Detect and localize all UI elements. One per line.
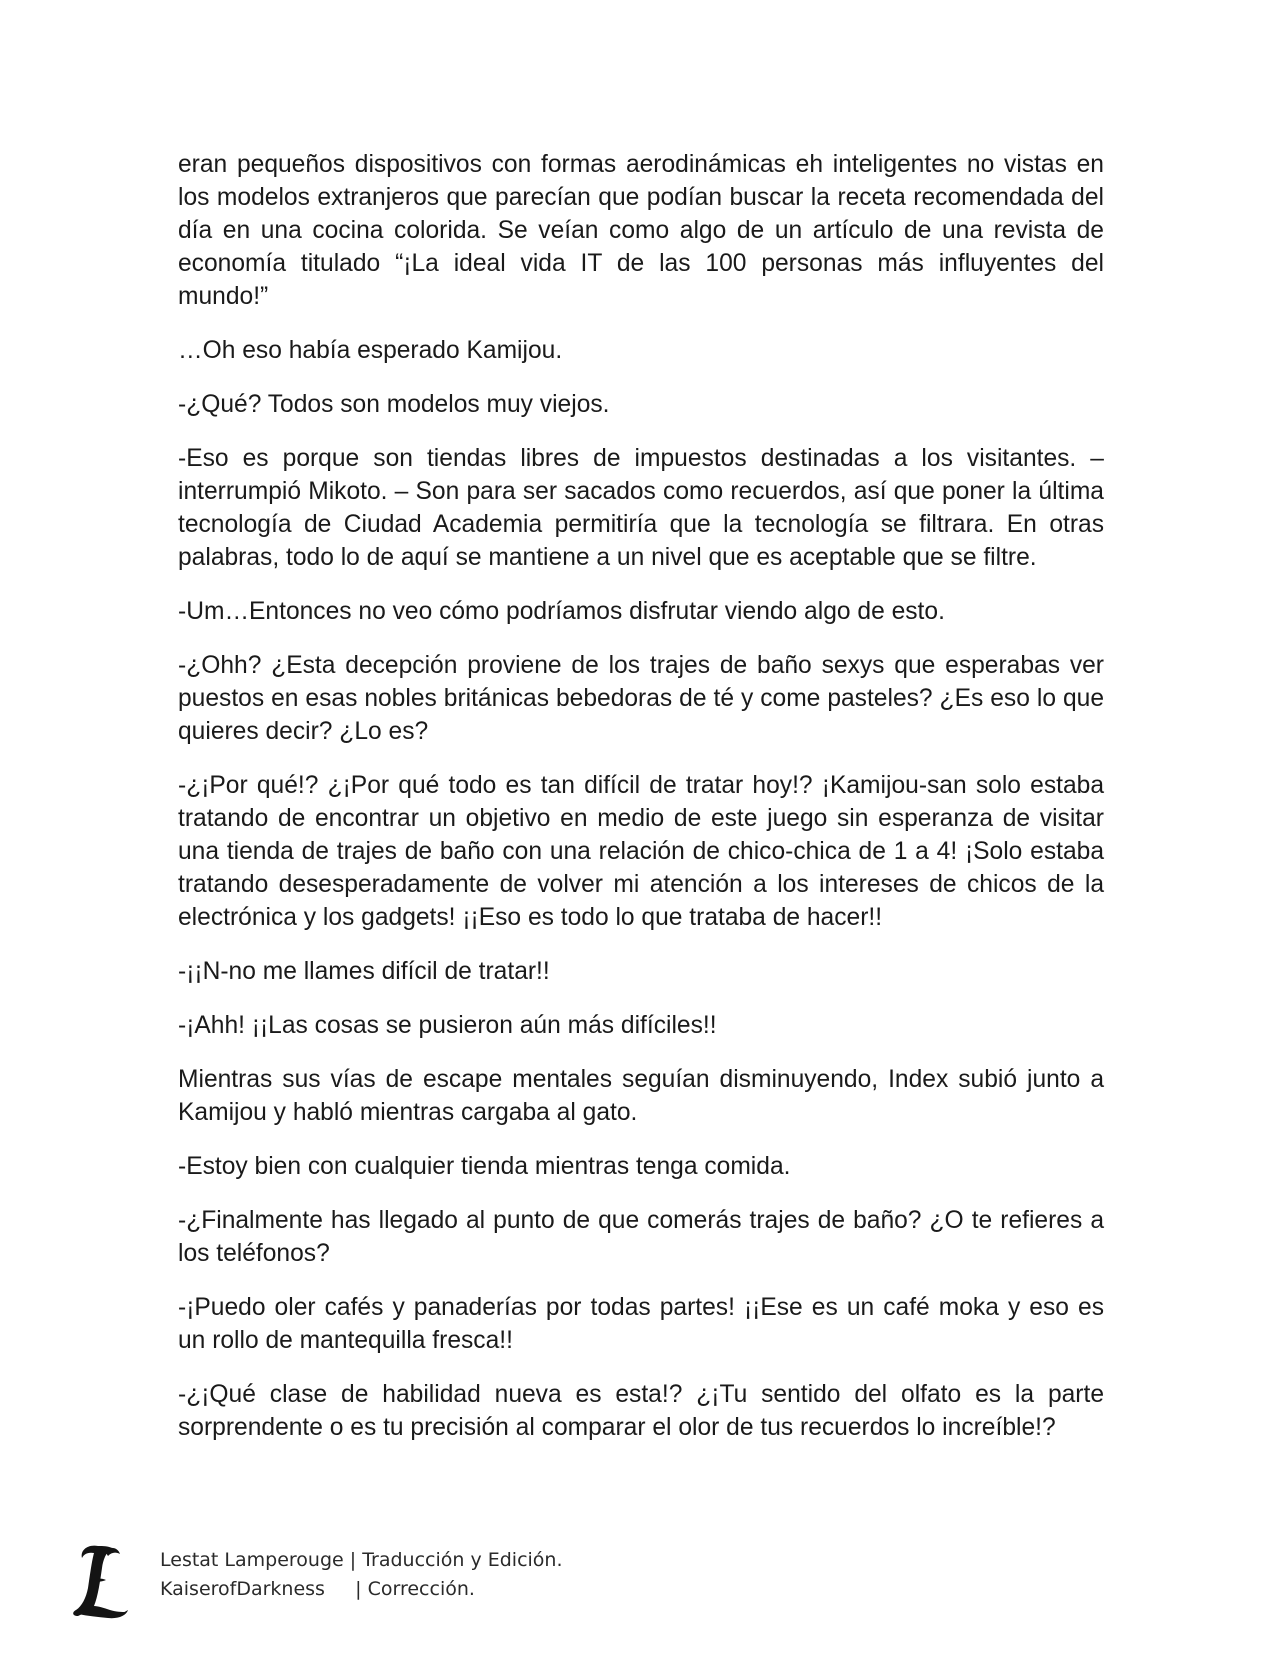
credits [160, 1546, 563, 1604]
gothic-letter-l-icon [68, 1540, 132, 1620]
paragraph: -Um…Entonces no veo cómo podríamos disfrutar viendo algo de esto. [178, 598, 945, 625]
paragraph: -Estoy bien con cualquier tienda mientras tenga comida. [178, 1153, 791, 1180]
paragraph: -¿¡Por qué!? ¿¡Por qué todo es tan difícil de tratar hoy!? ¡Kamijou-san solo estaba tratando de encontrar un objetivo en medio de este juego sin esperanza de visitar una tienda de trajes de baño con una relación de chico-chica de 1 a 4! ¡Solo estaba tratando desesperadamente de volver mi atención a los intereses de chicos de la electrónica y los gadgets! ¡¡Eso es todo lo que trataba de hacer!! [178, 772, 1104, 931]
paragraph: Mientras sus vías de escape mentales seguían disminuyendo, Index subió junto a Kamijou y habló mientras cargaba al gato. [178, 1066, 1104, 1126]
paragraph: -¡Puedo oler cafés y panaderías por todas partes! ¡¡Ese es un café moka y eso es un rollo de mantequilla fresca!! [178, 1294, 1104, 1354]
credit-translation: Lestat Lamperouge | Traducción y Edición. [160, 1549, 563, 1571]
paragraph: -¡Ahh! ¡¡Las cosas se pusieron aún más difíciles!! [178, 1012, 717, 1039]
paragraph: -¿Qué? Todos son modelos muy viejos. [178, 391, 610, 418]
page-footer [68, 1540, 768, 1620]
paragraph: -¡¡N-no me llames difícil de tratar!! [178, 958, 550, 985]
paragraph: eran pequeños dispositivos con formas aerodinámicas eh inteligentes no vistas en los modelos extranjeros que parecían que podían buscar la receta recomendada del día en una cocina colorida. Se veían como algo de un artículo de una revista de economía titulado “¡La ideal vida IT de las 100 personas más influyentes del mundo!” [178, 151, 1104, 310]
paragraph: …Oh eso había esperado Kamijou. [178, 337, 563, 364]
paragraph: -Eso es porque son tiendas libres de impuestos destinadas a los visitantes. – interrumpió Mikoto. – Son para ser sacados como recuerdos, así que poner la última tecnología de Ciudad Academia permitiría que la tecnología se filtrara. En otras palabras, todo lo de aquí se mantiene a un nivel que es aceptable que se filtre. [178, 445, 1104, 571]
body-text [178, 148, 1104, 1465]
paragraph: -¿Finalmente has llegado al punto de que comerás trajes de baño? ¿O te refieres a los teléfonos? [178, 1207, 1104, 1267]
paragraph: -¿Ohh? ¿Esta decepción proviene de los trajes de baño sexys que esperabas ver puestos en esas nobles británicas bebedoras de té y come pasteles? ¿Es eso lo que quieres decir? ¿Lo es? [178, 652, 1104, 745]
paragraph: -¿¡Qué clase de habilidad nueva es esta!? ¿¡Tu sentido del olfato es la parte sorprendente o es tu precisión al comparar el olor de tus recuerdos lo increíble!? [178, 1381, 1104, 1441]
credit-correction: KaiserofDarkness | Corrección. [160, 1578, 475, 1600]
